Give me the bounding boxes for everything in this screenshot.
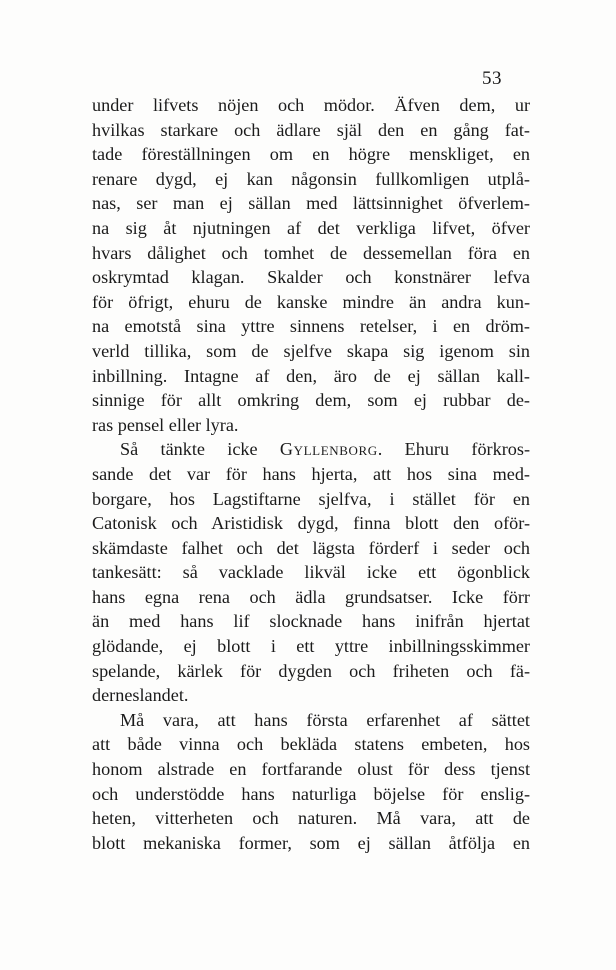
text-line: honom alstrade en fortfarande olust för dess tjenst xyxy=(92,759,530,780)
text-line: Catonisk och Aristidisk dygd, finna blott den oför- xyxy=(92,513,530,534)
text-line: sande det var för hans hjerta, att hos sina med- xyxy=(92,463,530,484)
text-line: hvilkas starkare och ädlare själ den en gång fat- xyxy=(92,119,530,140)
text-line: skämdaste falhet och det lägsta förderf i seder och xyxy=(92,537,530,558)
text-line: ras pensel eller lyra. xyxy=(92,414,239,435)
text-line: tankesätt: så vacklade likväl icke ett ögonblick xyxy=(92,562,530,583)
text-line: för öfrigt, ehuru de kanske mindre än andra kun- xyxy=(92,291,530,312)
text-line: na emotstå sina yttre sinnens retelser, i en dröm- xyxy=(92,316,530,337)
text-line: hans egna rena och ädla grundsatser. Icke förr xyxy=(92,586,530,607)
text-run: . Ehuru förkros- xyxy=(377,439,530,460)
text-line: na sig åt njutningen af det verkliga lifvet, öfver xyxy=(92,217,530,238)
text-line: Må vara, att hans första erfarenhet af sättet xyxy=(120,709,530,730)
text-line: nas, ser man ej sällan med lättsinnighet öfverlem- xyxy=(92,193,530,214)
text-line: att både vinna och bekläda statens embeten, hos xyxy=(92,734,530,755)
text-line: blott mekaniska former, som ej sällan åtfölja en xyxy=(92,832,530,853)
text-line: renare dygd, ej kan någonsin fullkomligen utplå- xyxy=(92,168,530,189)
text-line: än med hans lif slocknade hans inifrån hjertat xyxy=(92,611,530,632)
text-line: tade föreställningen om en högre menskliget, en xyxy=(92,144,530,165)
name-small-caps: Gyllenborg xyxy=(279,439,378,460)
text-line: under lifvets nöjen och mödor. Äfven dem, ur xyxy=(92,95,530,115)
text-line: inbillning. Intagne af den, äro de ej sällan kall- xyxy=(92,365,530,386)
text-line: spelande, kärlek för dygden och friheten och fä- xyxy=(92,660,530,681)
text-line: glödande, ej blott i ett yttre inbillningsskimmer xyxy=(92,636,530,657)
text-line: heten, vitterheten och naturen. Må vara, att de xyxy=(92,808,530,829)
text-line: verld tillika, som de sjelfve skapa sig igenom sin xyxy=(92,340,530,361)
text-line-first xyxy=(92,437,530,462)
page-number: 53 xyxy=(482,68,502,89)
body-text xyxy=(92,93,530,855)
text-line: och understödde hans naturliga böjelse för enslig- xyxy=(92,783,530,804)
paragraph-3 xyxy=(92,708,530,856)
text-run: Så tänkte icke xyxy=(120,439,280,460)
paragraph-2 xyxy=(92,437,530,708)
text-line: oskrymtad klagan. Skalder och konstnärer lefva xyxy=(92,267,530,288)
text-line: sinnige för allt omkring dem, som ej rubbar de- xyxy=(92,390,530,411)
text-line: hvars dålighet och tomhet de dessemellan föra en xyxy=(92,242,530,263)
text-line: derneslandet. xyxy=(92,685,189,706)
paragraph-1 xyxy=(92,93,530,437)
text-line: borgare, hos Lagstiftarne sjelfva, i stället för en xyxy=(92,488,530,509)
